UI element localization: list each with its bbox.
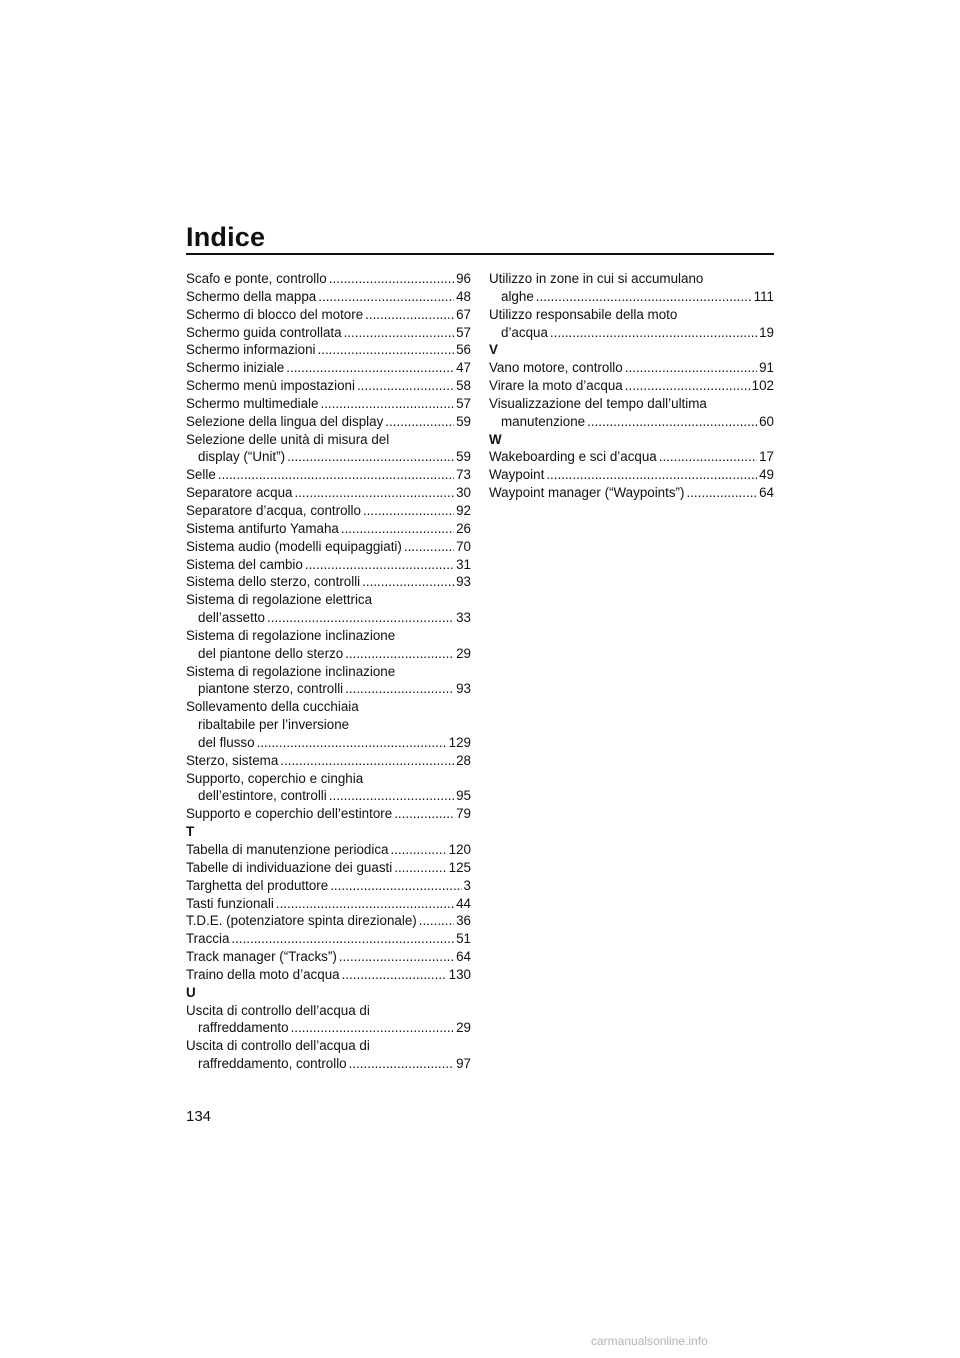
dot-leader <box>686 484 757 502</box>
index-entry <box>186 627 471 663</box>
index-entry <box>186 930 471 948</box>
index-entry <box>186 591 471 627</box>
index-entry-line <box>186 1019 471 1037</box>
index-entry-text: dell’assetto <box>198 610 265 626</box>
index-entry <box>186 270 471 288</box>
index-entry-line <box>186 895 471 913</box>
index-entry-text: Traino della moto d’acqua <box>186 966 340 982</box>
index-entry-line <box>186 1055 471 1073</box>
dot-leader <box>536 288 752 306</box>
index-entry <box>186 431 471 467</box>
index-entry-line <box>186 680 471 698</box>
title-rule <box>186 253 774 255</box>
index-entry-text: Selezione della lingua del display <box>186 413 384 429</box>
index-entry-line <box>186 787 471 805</box>
index-entry-line <box>186 1002 471 1020</box>
index-entry-line <box>489 395 774 413</box>
dot-leader <box>365 306 454 324</box>
index-entry <box>489 306 774 342</box>
index-entry <box>186 912 471 930</box>
index-entry-line <box>186 752 471 770</box>
index-entry-text: Supporto e coperchio dell’estintore <box>186 806 393 822</box>
dot-leader <box>342 966 447 984</box>
index-entry-text: Schermo multimediale <box>186 395 319 411</box>
index-entry-line <box>186 663 471 681</box>
dot-leader <box>659 448 757 466</box>
footer-watermark: carmanualsonline.info <box>591 1334 708 1348</box>
index-entry-line <box>489 270 774 288</box>
dot-leader <box>363 502 454 520</box>
dot-leader <box>329 270 454 288</box>
index-entry-line <box>186 573 471 591</box>
index-entry-page: 96 <box>456 271 471 286</box>
index-entry <box>489 395 774 431</box>
index-entry-line <box>489 413 774 431</box>
index-entry-page: 91 <box>759 360 774 376</box>
dot-leader <box>345 680 454 698</box>
index-entry-page: 125 <box>448 859 471 875</box>
index-entry-page: 17 <box>759 449 774 465</box>
index-entry-line <box>489 484 774 502</box>
index-entry-text: Targhetta del produttore <box>186 877 329 893</box>
index-entry-text: manutenzione <box>501 413 586 429</box>
index-entry <box>186 359 471 377</box>
index-entry-page: 70 <box>456 538 471 554</box>
index-entry-line <box>186 948 471 966</box>
index-entry-text: Schermo di blocco del motore <box>186 306 364 322</box>
index-entry-text: raffreddamento <box>198 1020 289 1036</box>
index-entry-line <box>489 288 774 306</box>
index-entry-text: Sollevamento della cucchiaia <box>186 699 359 715</box>
index-entry-page: 67 <box>456 306 471 322</box>
index-entry-text: Utilizzo responsabile della moto <box>489 306 678 322</box>
index-entry-text: Uscita di controllo dell’acqua di <box>186 1038 370 1054</box>
index-entry-text: dell’estintore, controlli <box>198 788 327 804</box>
dot-leader <box>339 948 454 966</box>
index-entry-text: Separatore d’acqua, controllo <box>186 502 361 518</box>
index-entry-text: del piantone dello sterzo <box>198 645 344 661</box>
index-entry-line <box>186 734 471 752</box>
dot-leader <box>404 538 454 556</box>
index-entry-page: 29 <box>456 1020 471 1036</box>
index-entry <box>489 484 774 502</box>
index-entry-page: 29 <box>456 645 471 661</box>
index-letter-heading: V <box>489 342 498 358</box>
index-entry-text: Waypoint <box>489 467 545 483</box>
dot-leader <box>280 752 454 770</box>
index-entry-page: 44 <box>456 895 471 911</box>
index-entry <box>186 556 471 574</box>
index-entry-page: 19 <box>759 324 774 340</box>
index-entry <box>186 395 471 413</box>
index-entry-line <box>186 341 471 359</box>
index-column-left <box>186 270 471 1073</box>
index-entry <box>186 770 471 806</box>
index-entry-page: 56 <box>456 342 471 358</box>
index-entry-text: del flusso <box>198 734 255 750</box>
index-entry-line <box>186 502 471 520</box>
index-column-right <box>489 270 774 502</box>
index-entry-line <box>186 716 471 734</box>
index-entry-line <box>186 841 471 859</box>
index-entry-line <box>186 645 471 663</box>
index-entry-text: Vano motore, controllo <box>489 360 623 376</box>
index-entry-line <box>489 359 774 377</box>
index-entry <box>489 270 774 306</box>
index-letter-heading: U <box>186 984 196 1000</box>
index-entry-line <box>186 556 471 574</box>
index-entry-page: 64 <box>759 485 774 501</box>
index-entry <box>186 698 471 752</box>
index-entry-line <box>186 877 471 895</box>
dot-leader <box>385 413 454 431</box>
index-entry-text: alghe <box>501 288 534 304</box>
index-entry-page: 130 <box>448 966 471 982</box>
dot-leader <box>625 359 757 377</box>
index-entry-page: 3 <box>463 877 471 893</box>
index-entry <box>186 466 471 484</box>
index-entry <box>186 288 471 306</box>
index-entry-page: 64 <box>456 949 471 965</box>
index-entry-text: Sistema del cambio <box>186 556 303 572</box>
index-entry-text: Waypoint manager (“Waypoints”) <box>489 485 685 501</box>
index-entry-text: Schermo menù impostazioni <box>186 378 355 394</box>
index-entry-text: Track manager (“Tracks”) <box>186 949 337 965</box>
index-entry-line <box>186 609 471 627</box>
index-entry-line <box>186 805 471 823</box>
index-entry <box>186 1002 471 1038</box>
index-entry <box>186 841 471 859</box>
index-entry-line <box>186 859 471 877</box>
index-entry <box>186 324 471 342</box>
dot-leader <box>394 859 446 877</box>
index-entry-text: Schermo guida controllata <box>186 324 342 340</box>
index-entry-page: 73 <box>456 467 471 483</box>
dot-leader <box>345 645 454 663</box>
index-entry-text: raffreddamento, controllo <box>198 1056 347 1072</box>
index-entry-text: Tabella di manutenzione periodica <box>186 842 389 857</box>
index-entry-line <box>186 377 471 395</box>
index-entry-page: 95 <box>456 788 471 804</box>
index-entry-line <box>186 591 471 609</box>
index-entry-line <box>186 324 471 342</box>
index-entry <box>489 466 774 484</box>
index-entry-text: Supporto, coperchio e cinghia <box>186 770 364 786</box>
index-entry-text: Scafo e ponte, controllo <box>186 271 327 286</box>
index-entry-page: 51 <box>456 931 471 947</box>
index-entry-page: 93 <box>456 574 471 590</box>
dot-leader <box>341 520 454 538</box>
dot-leader <box>394 805 454 823</box>
index-entry <box>186 663 471 699</box>
index-entry-page: 111 <box>753 288 774 304</box>
index-entry-page: 36 <box>456 913 471 929</box>
index-entry-page: 47 <box>456 360 471 376</box>
index-entry <box>186 895 471 913</box>
index-entry-text: Separatore acqua <box>186 485 293 501</box>
index-entry-line <box>186 966 471 984</box>
dot-leader <box>286 359 454 377</box>
index-entry-text: Sistema di regolazione elettrica <box>186 592 373 608</box>
index-entry-line <box>186 288 471 306</box>
index-entry-line <box>186 484 471 502</box>
dot-leader <box>362 573 454 591</box>
dot-leader <box>318 341 455 359</box>
dot-leader <box>305 556 454 574</box>
index-entry <box>489 448 774 466</box>
dot-leader <box>318 288 454 306</box>
index-entry-line <box>186 306 471 324</box>
index-entry <box>186 413 471 431</box>
index-entry <box>186 966 471 984</box>
index-entry-line <box>186 770 471 788</box>
index-entry-text: Sistema dello sterzo, controlli <box>186 574 361 590</box>
page-title: Indice <box>186 222 266 252</box>
index-entry-line <box>186 413 471 431</box>
index-entry <box>186 520 471 538</box>
index-entry <box>186 1037 471 1073</box>
dot-leader <box>357 377 454 395</box>
index-entry <box>186 859 471 877</box>
index-entry <box>186 306 471 324</box>
dot-leader <box>587 413 757 431</box>
dot-leader <box>291 1019 455 1037</box>
index-entry-text: Sistema di regolazione inclinazione <box>186 627 396 643</box>
index-entry-text: Schermo informazioni <box>186 342 316 358</box>
index-entry-text: Wakeboarding e sci d’acqua <box>489 449 657 465</box>
index-entry-text: Sterzo, sistema <box>186 752 279 768</box>
dot-leader <box>419 912 454 930</box>
index-entry <box>186 538 471 556</box>
index-letter-heading: T <box>186 824 195 840</box>
index-entry-text: display (“Unit”) <box>198 449 286 465</box>
index-entry-text: Tabelle di individuazione dei guasti <box>186 859 393 875</box>
index-entry-page: 57 <box>456 395 471 411</box>
index-entry-line <box>186 448 471 466</box>
dot-leader <box>276 895 454 913</box>
index-entry-text: Sistema antifurto Yamaha <box>186 520 339 536</box>
dot-leader <box>287 448 454 466</box>
index-entry-page: 120 <box>448 842 471 857</box>
index-entry-page: 92 <box>456 502 471 518</box>
index-entry <box>186 484 471 502</box>
index-entry-text: Sistema audio (modelli equipaggiati) <box>186 538 402 554</box>
index-entry-text: Uscita di controllo dell’acqua di <box>186 1002 370 1018</box>
index-entry-line <box>489 306 774 324</box>
index-entry-text: Sistema di regolazione inclinazione <box>186 663 396 679</box>
index-entry-line <box>186 627 471 645</box>
index-entry-line <box>489 324 774 342</box>
index-entry-page: 48 <box>456 288 471 304</box>
index-entry-text: Traccia <box>186 931 230 947</box>
index-entry-page: 59 <box>456 449 471 465</box>
index-entry-page: 49 <box>759 467 774 483</box>
index-entry-line <box>186 930 471 948</box>
index-entry-line <box>186 1037 471 1055</box>
index-entry <box>489 359 774 377</box>
index-entry-page: 58 <box>456 378 471 394</box>
index-entry-line <box>489 466 774 484</box>
index-entry-line <box>489 448 774 466</box>
dot-leader <box>267 609 454 627</box>
dot-leader <box>349 1055 454 1073</box>
dot-leader <box>329 787 454 805</box>
index-entry <box>186 805 471 823</box>
index-entry-page: 79 <box>456 806 471 822</box>
index-entry-line <box>489 377 774 395</box>
index-entry <box>186 752 471 770</box>
index-entry-text: piantone sterzo, controlli <box>198 681 344 697</box>
index-entry-text: ribaltabile per l’inversione <box>198 717 350 733</box>
index-entry-line <box>186 395 471 413</box>
index-entry-line <box>186 431 471 449</box>
index-entry-text: Virare la moto d’acqua <box>489 378 623 394</box>
index-entry-line <box>186 698 471 716</box>
index-entry-text: Schermo iniziale <box>186 360 285 376</box>
index-entry-line <box>186 520 471 538</box>
index-entry-page: 129 <box>448 734 471 750</box>
index-entry-text: Visualizzazione del tempo dall’ultima <box>489 395 707 411</box>
dot-leader <box>257 734 447 752</box>
index-entry-text: Tasti funzionali <box>186 895 274 911</box>
index-entry <box>186 573 471 591</box>
index-entry-line <box>186 538 471 556</box>
index-entry <box>186 502 471 520</box>
index-entry-line <box>186 466 471 484</box>
index-entry-text: Selezione delle unità di misura del <box>186 431 390 447</box>
dot-leader <box>218 466 454 484</box>
index-entry <box>489 377 774 395</box>
index-entry-line <box>186 912 471 930</box>
index-entry-page: 33 <box>456 610 471 626</box>
dot-leader <box>231 930 454 948</box>
index-entry-text: Utilizzo in zone in cui si accumulano <box>489 271 704 286</box>
index-entry-line <box>186 359 471 377</box>
dot-leader <box>344 324 455 342</box>
index-entry <box>186 877 471 895</box>
index-entry-page: 30 <box>456 485 471 501</box>
index-entry-page: 59 <box>456 413 471 429</box>
index-entry-page: 57 <box>456 324 471 340</box>
index-entry-page: 102 <box>751 378 774 394</box>
page-number: 134 <box>186 1108 212 1125</box>
index-letter-heading: W <box>489 431 502 447</box>
index-entry-text: T.D.E. (potenziatore spinta direzionale) <box>186 913 417 929</box>
index-entry <box>186 341 471 359</box>
index-entry-page: 97 <box>456 1056 471 1072</box>
index-entry-text: Selle <box>186 467 216 483</box>
index-entry-text: d’acqua <box>501 324 548 340</box>
index-entry-page: 60 <box>759 413 774 429</box>
dot-leader <box>294 484 454 502</box>
index-entry-page: 31 <box>456 556 471 572</box>
dot-leader <box>550 324 757 342</box>
dot-leader <box>625 377 750 395</box>
dot-leader <box>320 395 454 413</box>
index-entry-line <box>186 270 471 288</box>
index-entry <box>186 377 471 395</box>
dot-leader <box>546 466 757 484</box>
dot-leader <box>330 877 461 895</box>
index-entry-text: Schermo della mappa <box>186 288 317 304</box>
index-entry <box>186 948 471 966</box>
index-entry-page: 93 <box>456 681 471 697</box>
dot-leader <box>390 841 446 859</box>
index-entry-page: 28 <box>456 752 471 768</box>
index-entry-page: 26 <box>456 520 471 536</box>
